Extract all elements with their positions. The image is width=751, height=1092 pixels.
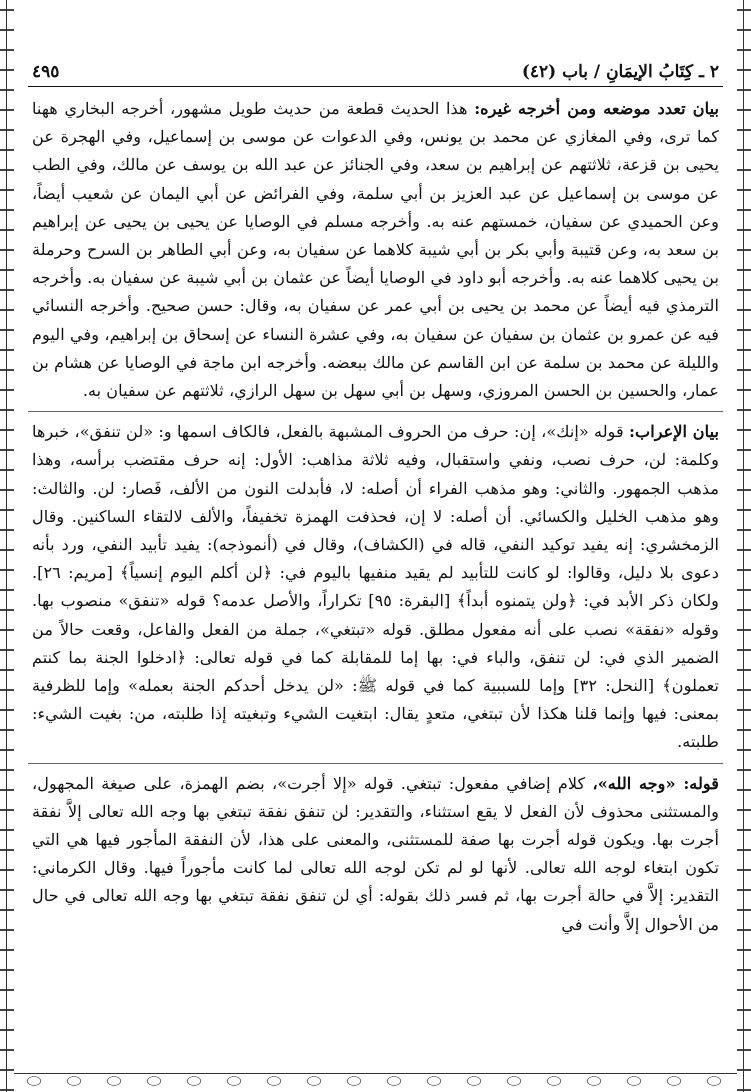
- paragraph-body: كلام إضافي مفعول: تبتغي. قوله «إلا أجرت»، بضم الهمزة، على صيغة المجهول، والمستثنى محذوف لأن الفعل لا يقع استثناء، والتقدير: لن تنفق نفقة تبتغي بها وجه الله تعالى إلاَّ نفقة أجرت بها. ويكون قوله أجرت بها صفة للمستثنى، والمعنى على هذا، لأن النفقة المأجور فيها هي التي تكون ابتغاء لوجه الله تعالى. لأنها لو لم تكن لوجه الله تعالى لما كانت مأجوراً فيها. وقال الكرماني: التقدير: إلاَّ في حالة أجرت بها، ثم فسر ذلك بقوله: أي لن تنفق نفقة تبتغي بها وجه الله تعالى في حال من الأحوال إلاَّ وأنت في: [32, 773, 719, 934]
- decorative-border-right: [737, 0, 751, 1092]
- paragraph-heading: بيان تعدد موضعه ومن أخرجه غيره:: [474, 99, 719, 118]
- paragraph-grammar: [28, 411, 723, 756]
- page-number: ٤٩٥: [32, 62, 60, 82]
- page-header: [28, 20, 723, 87]
- decorative-border-bottom: [14, 1070, 737, 1092]
- chapter-title: ٢ ـ كِتَابُ الإيمَانِ / باب (٤٢): [521, 62, 719, 82]
- paragraph-commentary: [28, 763, 723, 939]
- paragraph-sources: [28, 95, 723, 405]
- paragraph-heading: قوله: «وجه الله»،: [592, 773, 720, 793]
- paragraph-heading: بيان الإعراب:: [629, 422, 720, 442]
- paragraph-body: هذا الحديث قطعة من حديث طويل مشهور، أخرجه البخاري ههنا كما ترى، وفي المغازي عن محمد بن يونس، وفي الدعوات عن موسى بن إسماعيل، وفي الهجرة عن يحيى بن قزعة، ثلاثتهم عن إبراهيم بن سعد، وفي الجنائز عن عبد الله بن يوسف عن مالك، وفي الطب عن موسى بن إسماعيل عن عبد العزيز بن أبي سلمة، وفي الفرائض عن أبي اليمان عن شعيب أيضاً، وعن الحميدي عن سفيان، خمستهم عنه به. وأخرجه مسلم في الوصايا عن يحيى بن يحيى عن إبراهيم بن سعد به، وعن قتيبة وأبي بكر بن أبي شيبة كلاهما عن سفيان به، وعن أبي الطاهر بن السرح وحرملة بن يحيى كلاهما عنه به. وأخرجه أبو داود في الوصايا أيضاً عن عثمان بن أبي شيبة عن سفيان به. وأخرجه الترمذي فيه أيضاً عن محمد بن يحيى بن أبي عمر عن سفيان به، وقال: حسن صحيح. وأخرجه النسائي فيه عن عمرو بن عثمان بن سفيان عن سفيان به، وفي عشرة النساء عن إسحاق بن إبراهيم، وفي اليوم والليلة عن محمد بن سلمة عن ابن القاسم عن مالك ببعضه. وأخرجه ابن ماجة في الوصايا عن هشام بن عمار، والحسين بن الحسن المروزي، وسهل بن أبي سهل بن سهل الرازي، ثلاثتهم عن سفيان به.: [32, 99, 719, 401]
- decorative-border-left: [0, 0, 14, 1092]
- book-page: [28, 20, 723, 1066]
- paragraph-body: قوله «إنك»، إن: حرف من الحروف المشبهة بالفعل، فالكاف اسمها و: «لن تنفق»، خبرها وكلمة: لن، حرف نصب، ونفي واستقبال، وفيه ثلاثة مذاهب: الأول: إنه حرف مقتضب برأسه، وهذا مذهب الجمهور. والثاني: وهو مذهب الفراء أن أصله: لا، فأبدلت النون من الألف، فَصار: لن. والثالث: وهو مذهب الخليل والكسائي. أن أصله: لا إن، فحذفت الهمزة تخفيفاً، والألف لالتقاء الساكنين. وقال الزمخشري: إنه يفيد توكيد النفي، قاله في (الكشاف)، وقال في (أنموذجه): يفيد تأبيد النفي، ورد بأنه دعوى بلا دليل، وقالوا: لو كانت للتأبيد لم يقيد منفيها باليوم في: ﴿لن أكلم اليوم إنسياً﴾ [مريم: ٢٦]. ولكان ذكر الأبد في: ﴿ولن يتمنوه أبداً﴾ [البقرة: ٩٥] تكراراً، والأصل عدمه؟ قوله «تنفق» منصوب بها. وقوله «نفقة» نصب على أنه مفعول مطلق. قوله «تبتغي»، جملة من الفعل والفاعل، وقعت حالاً من الضمير الذي في: لن تنفق، والباء في: بها إما للمقابلة كما في قوله تعالى: ﴿ادخلوا الجنة بما كنتم تعملون﴾ [النحل: ٣٢] وإما للسببية كما في قوله ﷺ: «لن يدخل أحدكم الجنة بعمله» وإما للظرفية بمعنى: فيها وإنما قلنا هكذا لأن تبتغي، متعدٍ يقال: ابتغيت الشيء وتبغيته إذا طلبته، من: بغيت الشيء: طلبته.: [32, 422, 719, 752]
